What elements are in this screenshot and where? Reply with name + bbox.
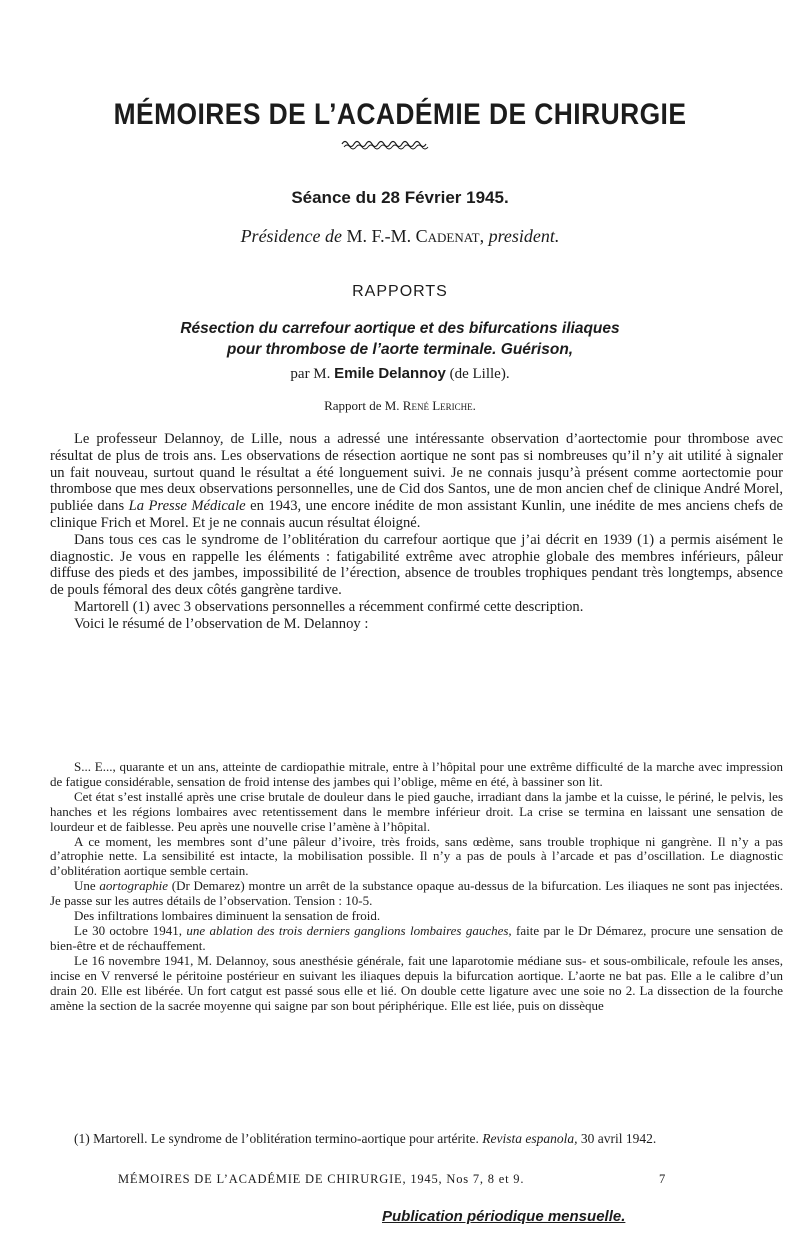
report-body (50, 431, 783, 633)
running-title: MÉMOIRES DE L’ACADÉMIE DE CHIRURGIE, 1945, Nos 7, 8 et 9. (118, 1172, 525, 1186)
author-name: Emile Delannoy (334, 365, 446, 382)
presidency-line (0, 226, 800, 247)
footnote-text: (1) Martorell. Le syndrome de l’oblitération termino-aortique pour artérite. (74, 1131, 479, 1146)
article-title (0, 318, 800, 360)
observation-text-run: (Dr Demarez) montre un arrêt de la substance opaque au-dessus de la bifurcation. Les iliaques ne sont pas injectées. Je passe sur les autres détails de l’observation. Tension : 10-5. (50, 878, 783, 909)
observation-paragraph (50, 879, 783, 909)
observation-summary (50, 760, 783, 1013)
page-number: 7 (658, 1172, 666, 1186)
body-paragraph: Martorell (1) avec 3 observations personnelles a récemment confirmé cette description. (74, 598, 584, 615)
observation-text-run: Le 30 octobre 1941, (74, 922, 183, 938)
publication-note: Publication périodique mensuelle. (382, 1208, 626, 1225)
article-title-line: pour thrombose de l’aorte terminale. Guérison, (226, 341, 574, 358)
observation-text-run: Une (74, 878, 96, 894)
footnote-paragraph (50, 1131, 783, 1146)
wavy-ornament (340, 138, 430, 150)
observation-paragraph (50, 924, 783, 954)
footnote-journal: Revista espanola, (482, 1131, 578, 1146)
article-title-line: Résection du carrefour aortique et des bifurcations iliaques (180, 320, 620, 337)
session-date: Séance du 28 Février 1945. (291, 188, 509, 207)
journal-reference: La Presse Médicale (128, 498, 246, 515)
section-heading: RAPPORTS (352, 283, 448, 300)
body-paragraph (50, 431, 783, 532)
rapporteur-name: René Leriche. (402, 398, 476, 413)
footnote-date: 30 avril 1942. (580, 1131, 657, 1146)
body-paragraph: Voici le résumé de l’observation de M. Delannoy : (74, 615, 369, 632)
observation-paragraph: Des infiltrations lombaires diminuent la sensation de froid. (74, 908, 381, 924)
observation-paragraph: S... E..., quarante et un ans, atteinte de cardiopathie mitrale, entre à l’hôpital pour une extrême difficulté de la marche avec impression de fatigue considérable, sensation de froid intense des jambes qui l’oblige, même en été, à bassiner son lit. (50, 759, 783, 789)
observation-paragraph: A ce moment, les membres sont d’une pâleur d’ivoire, très froids, sans œdème, sans trouble trophique ni gangrène. Il n’y a pas d’atrophie nette. La sensibilité est intacte, la mobilisation possible. Il n’y a pas de pouls à l’arcade et pas d’oscillation. Le diagnostic d’oblitération aortique semble certain. (50, 833, 783, 879)
body-paragraph: Dans tous ces cas le syndrome de l’oblitération du carrefour aortique que j’ai décrit en 1939 (1) a permis aisément le diagnostic. Je vous en rappelle les éléments : fatigabilité extrême avec atrophie globale des membres inférieurs, pâleur diffuse des pieds et des jambes, impossibilité de l’érection, absence de troubles trophiques pendant très longtemps, absence de pouls fémoral des deux côtés gangrène tardive. (50, 531, 783, 599)
president-surname: Cadenat, (415, 226, 485, 246)
president-role: president. (488, 226, 560, 246)
presidency-label: Présidence de (240, 226, 343, 246)
byline-suffix: (de Lille). (449, 366, 510, 382)
observation-paragraph: Cet état s’est installé après une crise brutale de douleur dans le pied gauche, irradiant dans la jambe et la cuisse, le périné, le pelvis, les hanches et les régions lombaires avec retentissement dans le membre inférieur droit. La crise se termina en laissant une sensation de lourdeur et de faiblesse. Peu après une nouvelle crise l’amène à l’hôpital. (50, 788, 783, 834)
footnote (50, 1131, 783, 1146)
running-footer (118, 1172, 666, 1187)
byline (0, 365, 800, 383)
observation-italic-term: aortographie (99, 878, 169, 894)
observation-text-run: faite par le Dr Démarez, procure une sensation de bien-être et de réchauffement. (50, 922, 783, 953)
body-text-run: en 1943, une encore inédite de mon assistant Kunlin, une inédite de mes anciens chefs de clinique Frich et Morel. Et je ne connais aucun résultat éloigné. (50, 498, 784, 531)
body-text-run: Le professeur Delannoy, de Lille, nous a adressé une intéressante observation d’aortectomie pour thrombose avec résultat de plus de trois ans. Les observations de résection aortique ne sont pas si nombreuses qu’il n’y ait utilité à signaler un fait nouveau, surtout quand le résultat a été longuement suivi. Je ne connais jusqu’à présent comme aortectomie pour thrombose que mes deux observations personnelles, une de Cid dos Santos, une de mon ancien chef de clinique André Morel, publiée dans (50, 431, 783, 515)
journal-title: MÉMOIRES DE L’ACADÉMIE DE CHIRURGIE (113, 98, 687, 131)
rapporteur-line (0, 398, 800, 414)
observation-italic-term: une ablation des trois derniers ganglions lombaires gauches, (186, 922, 512, 938)
president-name-prefix: M. F.-M. (346, 226, 412, 246)
byline-prefix: par M. (290, 366, 331, 382)
rapport-prefix: Rapport de M. (324, 398, 400, 413)
observation-paragraph: Le 16 novembre 1941, M. Delannoy, sous anesthésie générale, fait une laparotomie médiane sus- et sous-ombilicale, refoule les anses, incise en V renversé le péritoine postérieur en suivant les iliaques depuis la bifurcation aortique. L’aorte ne bat pas. Elle a le calibre d’un drain 20. Elle est libérée. Un fort catgut est passé sous elle et lié. On double cette ligature avec une soie no 2. La dissection de la fourche amène la section de la sacrée moyenne qui saigne par son bout périphérique. Elle est liée, puis on dissèque (50, 952, 783, 1013)
